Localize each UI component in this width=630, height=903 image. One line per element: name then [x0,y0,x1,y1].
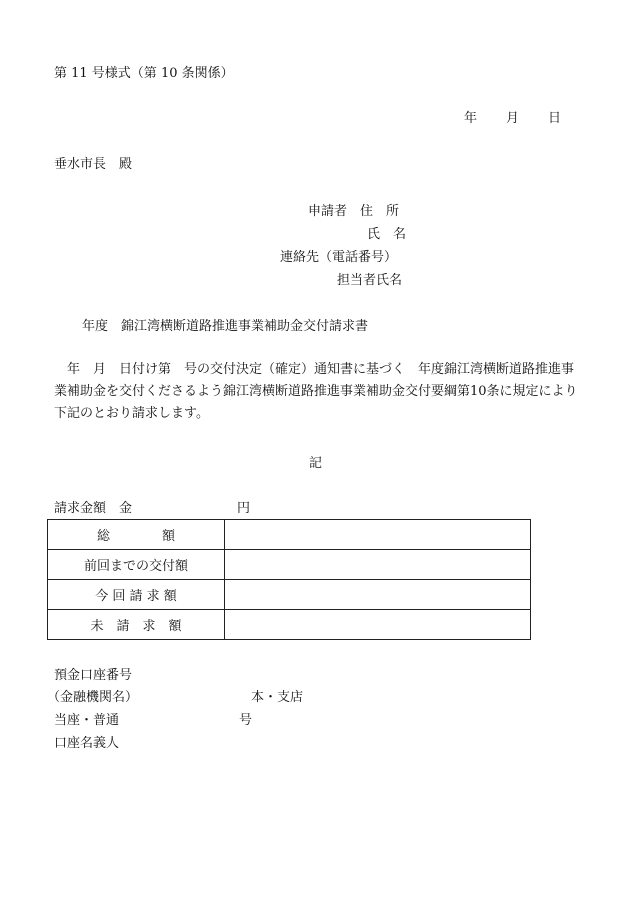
addressee: 垂水市長 殿 [54,157,133,172]
row-label-previous: 前回までの交付額 [48,550,225,580]
row-label-current: 今 回 請 求 額 [48,580,225,610]
body-paragraph: 年 月 日付け第 号の交付決定（確定）通知書に基づく 年度錦江湾横断道路推進事業補助金を交付くださるよう錦江湾横断道路推進事業補助金交付要綱第10条に規定により下記のとおり請求します。 [54,362,578,421]
row-value-unclaimed[interactable] [225,610,531,640]
amount-table [47,519,531,640]
table-row [48,550,531,580]
branch-label: 本・支店 [251,690,304,705]
ki-heading: 記 [309,456,323,471]
table-row [48,580,531,610]
account-holder-label: 口座名義人 [54,736,120,751]
person-in-charge-label: 担当者氏名 [337,273,403,288]
account-number-label: 預金口座番号 [54,668,133,683]
applicant-address-label: 申請者 住 所 [308,204,400,219]
table-row [48,520,531,550]
document-title: 年度 錦江湾横断道路推進事業補助金交付請求書 [82,319,369,334]
contact-label: 連絡先（電話番号） [280,250,398,265]
row-value-current[interactable] [225,580,531,610]
row-value-total[interactable] [225,520,531,550]
claim-amount-unit: 円 [237,501,251,516]
row-value-previous[interactable] [225,550,531,580]
number-suffix: 号 [239,713,253,728]
row-label-total: 総 額 [48,520,225,550]
account-type-label: 当座・普通 [54,713,120,728]
date-line: 年 月 日 [463,111,562,126]
institution-label: （金融機関名） [47,690,139,705]
form-number: 第 11 号様式（第 10 条関係） [54,66,234,81]
claim-amount-label: 請求金額 金 [54,501,133,516]
table-row [48,610,531,640]
applicant-name-label: 氏 名 [367,227,407,242]
row-label-unclaimed: 未 請 求 額 [48,610,225,640]
